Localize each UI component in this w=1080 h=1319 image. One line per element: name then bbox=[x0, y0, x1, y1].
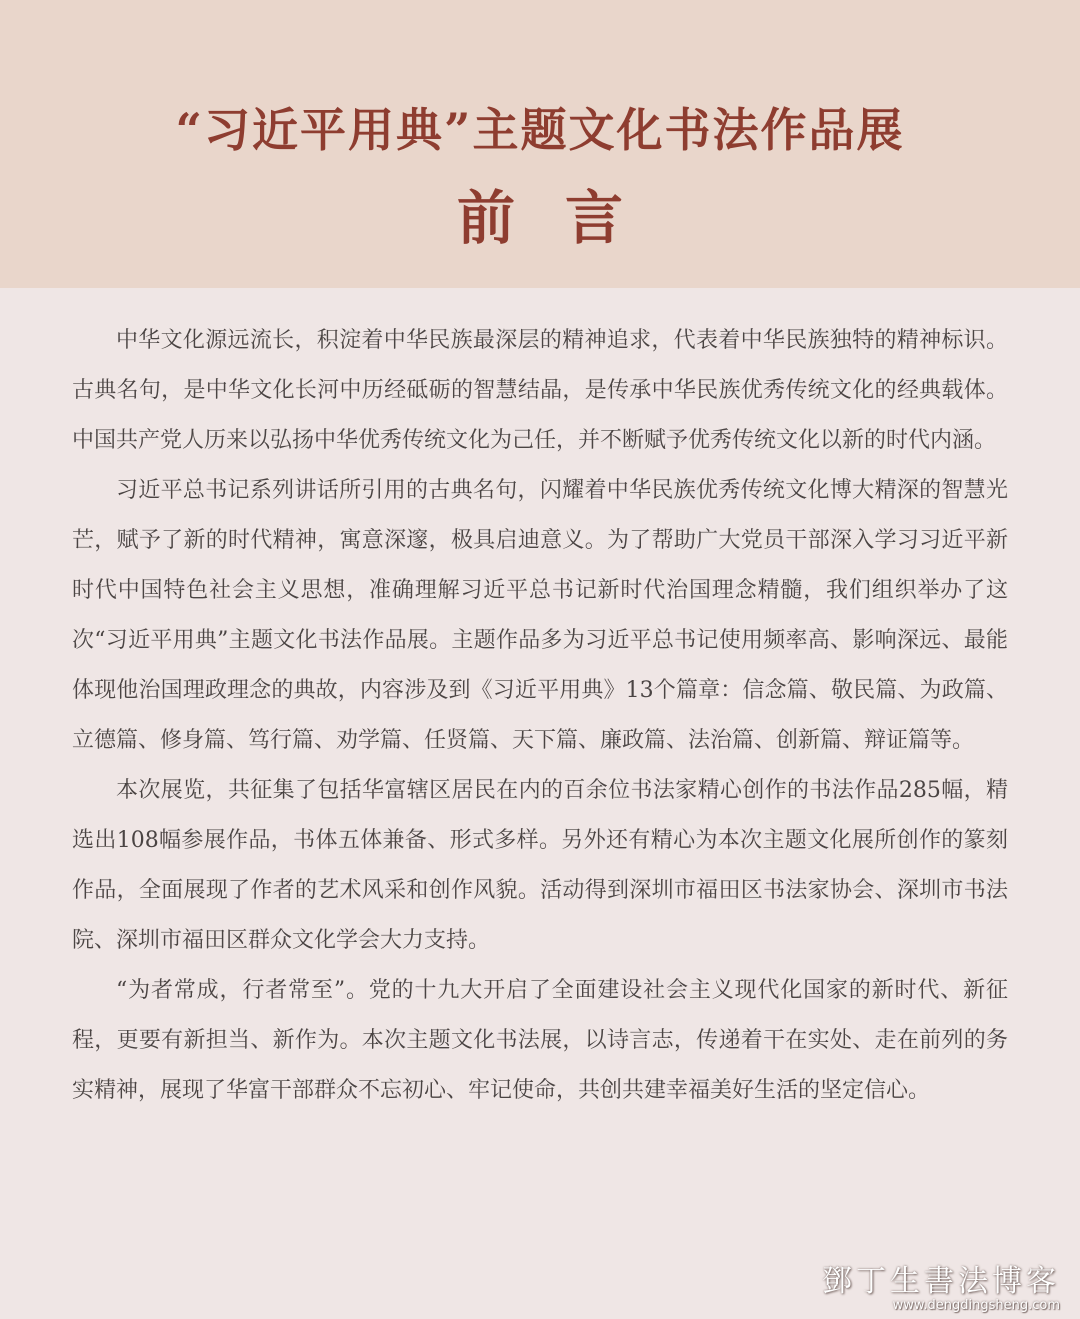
page-subtitle: 前言 bbox=[456, 184, 673, 252]
blog-watermark bbox=[822, 1265, 1060, 1313]
paragraph: 本次展览，共征集了包括华富辖区居民在内的百余位书法家精心创作的书法作品285幅，精选出108幅参展作品，书体五体兼备、形式多样。另外还有精心为本次主题文化展所创作的篆刻作品，全面展现了作者的艺术风采和创作风貌。活动得到深圳市福田区书法家协会、深圳市书法院、深圳市福田区群众文化学会大力支持。 bbox=[72, 778, 1008, 953]
watermark-name: 鄧丁生書法博客 bbox=[822, 1264, 1060, 1299]
paragraph: 中华文化源远流长，积淀着中华民族最深层的精神追求，代表着中华民族独特的精神标识。古典名句，是中华文化长河中历经砥砺的智慧结晶，是传承中华民族优秀传统文化的经典载体。中国共产党人历来以弘扬中华优秀传统文化为己任，并不断赋予优秀传统文化以新的时代内涵。 bbox=[72, 328, 1008, 453]
header-banner bbox=[0, 0, 1080, 288]
paragraph: “为者常成，行者常至”。党的十九大开启了全面建设社会主义现代化国家的新时代、新征程，更要有新担当、新作为。本次主题文化书法展，以诗言志，传递着干在实处、走在前列的务实精神，展现了华富干部群众不忘初心、牢记使命，共创共建幸福美好生活的坚定信心。 bbox=[72, 978, 1008, 1103]
watermark-url: www.dengdingsheng.com bbox=[892, 1298, 1060, 1313]
page-title: “习近平用典”主题文化书法作品展 bbox=[175, 103, 905, 157]
paragraph: 习近平总书记系列讲话所引用的古典名句，闪耀着中华民族优秀传统文化博大精深的智慧光芒，赋予了新的时代精神，寓意深邃，极具启迪意义。为了帮助广大党员干部深入学习习近平新时代中国特色社会主义思想，准确理解习近平总书记新时代治国理念精髓，我们组织举办了这次“习近平用典”主题文化书法作品展。主题作品多为习近平总书记使用频率高、影响深远、最能体现他治国理政理念的典故，内容涉及到《习近平用典》13个篇章：信念篇、敬民篇、为政篇、立德篇、修身篇、笃行篇、劝学篇、任贤篇、天下篇、廉政篇、法治篇、创新篇、辩证篇等。 bbox=[72, 478, 1008, 753]
preface-body bbox=[72, 316, 1008, 1116]
